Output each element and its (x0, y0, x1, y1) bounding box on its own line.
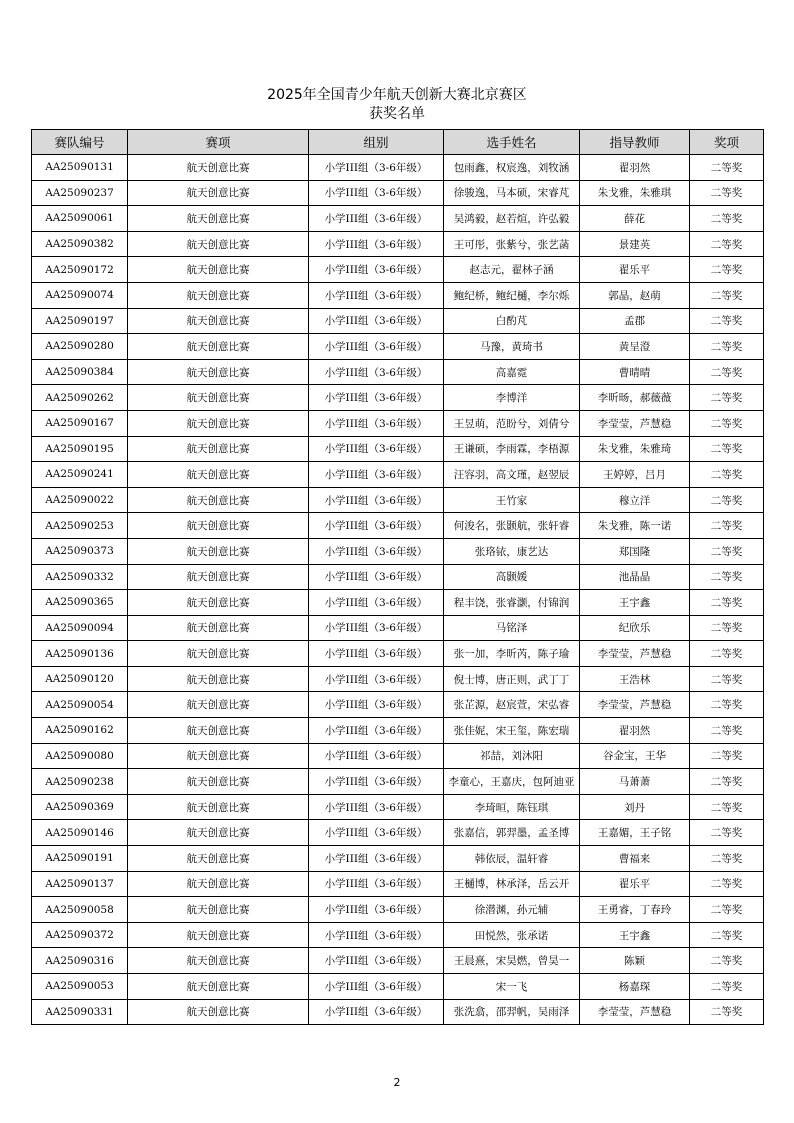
table-row (32, 359, 764, 385)
group-cell: 小学III组（3-6年级） (309, 206, 444, 232)
award-cell: 二等奖 (690, 974, 764, 1000)
event-cell: 航天创意比赛 (128, 436, 309, 462)
participants-cell: 马铭泽 (444, 615, 580, 641)
instructors-cell: 李莹莹，芦慧稳 (580, 692, 690, 718)
team-id-cell: AA25090061 (32, 206, 128, 232)
team-id-cell: AA25090332 (32, 564, 128, 590)
table-row (32, 666, 764, 692)
award-cell: 二等奖 (690, 538, 764, 564)
award-cell: 二等奖 (690, 999, 764, 1025)
group-cell: 小学III组（3-6年级） (309, 462, 444, 488)
award-cell: 二等奖 (690, 590, 764, 616)
event-cell: 航天创意比赛 (128, 974, 309, 1000)
award-cell: 二等奖 (690, 615, 764, 641)
group-cell: 小学III组（3-6年级） (309, 155, 444, 181)
instructors-cell: 陈颖 (580, 948, 690, 974)
participants-cell: 包雨鑫，权宸逸，刘牧涵 (444, 155, 580, 181)
instructors-cell: 池晶晶 (580, 564, 690, 590)
team-id-cell: AA25090316 (32, 948, 128, 974)
group-cell: 小学III组（3-6年级） (309, 564, 444, 590)
group-cell: 小学III组（3-6年级） (309, 922, 444, 948)
award-cell: 二等奖 (690, 948, 764, 974)
instructors-cell: 李昕旸，郝薇薇 (580, 385, 690, 411)
group-cell: 小学III组（3-6年级） (309, 231, 444, 257)
participants-cell: 张一加，李昕芮，陈子瑜 (444, 641, 580, 667)
award-cell: 二等奖 (690, 359, 764, 385)
participants-cell: 何浚名，张颢航，张轩睿 (444, 513, 580, 539)
team-id-cell: AA25090195 (32, 436, 128, 462)
group-cell: 小学III组（3-6年级） (309, 436, 444, 462)
instructors-cell: 纪欣乐 (580, 615, 690, 641)
header-event: 赛项 (128, 130, 309, 155)
instructors-cell: 马萧萧 (580, 769, 690, 795)
award-cell: 二等奖 (690, 334, 764, 360)
instructors-cell: 黄呈澄 (580, 334, 690, 360)
award-cell: 二等奖 (690, 820, 764, 846)
event-cell: 航天创意比赛 (128, 820, 309, 846)
group-cell: 小学III组（3-6年级） (309, 257, 444, 283)
award-cell: 二等奖 (690, 846, 764, 872)
table-row (32, 462, 764, 488)
team-id-cell: AA25090365 (32, 590, 128, 616)
instructors-cell: 郭晶，赵萌 (580, 282, 690, 308)
table-row (32, 769, 764, 795)
team-id-cell: AA25090372 (32, 922, 128, 948)
award-cell: 二等奖 (690, 487, 764, 513)
table-row (32, 820, 764, 846)
table-row (32, 846, 764, 872)
event-cell: 航天创意比赛 (128, 410, 309, 436)
participants-cell: 张芷源，赵宸萱，宋弘睿 (444, 692, 580, 718)
participants-cell: 王晨熹，宋昊燃，曾昊一 (444, 948, 580, 974)
header-team-id: 赛队编号 (32, 130, 128, 155)
participants-cell: 张洗翕，邵羿帆，吴雨泽 (444, 999, 580, 1025)
group-cell: 小学III组（3-6年级） (309, 334, 444, 360)
instructors-cell: 穆立洋 (580, 487, 690, 513)
event-cell: 航天创意比赛 (128, 282, 309, 308)
award-cell: 二等奖 (690, 641, 764, 667)
group-cell: 小学III组（3-6年级） (309, 666, 444, 692)
table-row (32, 308, 764, 334)
team-id-cell: AA25090162 (32, 718, 128, 744)
award-cell: 二等奖 (690, 692, 764, 718)
team-id-cell: AA25090022 (32, 487, 128, 513)
team-id-cell: AA25090120 (32, 666, 128, 692)
event-cell: 航天创意比赛 (128, 462, 309, 488)
event-cell: 航天创意比赛 (128, 538, 309, 564)
event-cell: 航天创意比赛 (128, 641, 309, 667)
table-row (32, 436, 764, 462)
instructors-cell: 李莹莹，芦慧稳 (580, 999, 690, 1025)
event-cell: 航天创意比赛 (128, 948, 309, 974)
team-id-cell: AA25090382 (32, 231, 128, 257)
team-id-cell: AA25090053 (32, 974, 128, 1000)
table-row (32, 743, 764, 769)
group-cell: 小学III组（3-6年级） (309, 948, 444, 974)
participants-cell: 李博洋 (444, 385, 580, 411)
team-id-cell: AA25090054 (32, 692, 128, 718)
event-cell: 航天创意比赛 (128, 155, 309, 181)
event-cell: 航天创意比赛 (128, 334, 309, 360)
participants-cell: 王谦硕，李雨霖，李梧源 (444, 436, 580, 462)
table-row (32, 155, 764, 181)
instructors-cell: 王勇睿，丁春玲 (580, 897, 690, 923)
table-row (32, 180, 764, 206)
team-id-cell: AA25090197 (32, 308, 128, 334)
table-row (32, 871, 764, 897)
participants-cell: 汪容羽，高文瑾，赵翌辰 (444, 462, 580, 488)
award-list-table (31, 129, 764, 1025)
group-cell: 小学III组（3-6年级） (309, 871, 444, 897)
table-row (32, 922, 764, 948)
group-cell: 小学III组（3-6年级） (309, 769, 444, 795)
participants-cell: 祁喆，刘沐阳 (444, 743, 580, 769)
award-cell: 二等奖 (690, 462, 764, 488)
group-cell: 小学III组（3-6年级） (309, 718, 444, 744)
group-cell: 小学III组（3-6年级） (309, 897, 444, 923)
team-id-cell: AA25090241 (32, 462, 128, 488)
event-cell: 航天创意比赛 (128, 513, 309, 539)
event-cell: 航天创意比赛 (128, 846, 309, 872)
event-cell: 航天创意比赛 (128, 206, 309, 232)
instructors-cell: 朱戈雅，朱雅琦 (580, 436, 690, 462)
event-cell: 航天创意比赛 (128, 615, 309, 641)
event-cell: 航天创意比赛 (128, 231, 309, 257)
document-subtitle: 获奖名单 (369, 106, 425, 122)
award-cell: 二等奖 (690, 257, 764, 283)
group-cell: 小学III组（3-6年级） (309, 410, 444, 436)
group-cell: 小学III组（3-6年级） (309, 999, 444, 1025)
participants-cell: 高颢媛 (444, 564, 580, 590)
participants-cell: 白酌芃 (444, 308, 580, 334)
instructors-cell: 翟乐平 (580, 871, 690, 897)
instructors-cell: 刘丹 (580, 794, 690, 820)
table-header-row (32, 130, 764, 155)
team-id-cell: AA25090238 (32, 769, 128, 795)
event-cell: 航天创意比赛 (128, 590, 309, 616)
team-id-cell: AA25090080 (32, 743, 128, 769)
participants-cell: 徐潜渊，孙元辅 (444, 897, 580, 923)
instructors-cell: 曹晴晴 (580, 359, 690, 385)
table-row (32, 513, 764, 539)
instructors-cell: 李莹莹，芦慧稳 (580, 641, 690, 667)
award-cell: 二等奖 (690, 206, 764, 232)
table-row (32, 487, 764, 513)
participants-cell: 吴鸿毅，赵若煊，许弘毅 (444, 206, 580, 232)
event-cell: 航天创意比赛 (128, 359, 309, 385)
table-row (32, 538, 764, 564)
table-row (32, 590, 764, 616)
award-cell: 二等奖 (690, 385, 764, 411)
group-cell: 小学III组（3-6年级） (309, 180, 444, 206)
award-cell: 二等奖 (690, 231, 764, 257)
participants-cell: 李琦晅，陈钰琪 (444, 794, 580, 820)
award-cell: 二等奖 (690, 282, 764, 308)
table-row (32, 718, 764, 744)
table-row (32, 692, 764, 718)
award-cell: 二等奖 (690, 794, 764, 820)
team-id-cell: AA25090146 (32, 820, 128, 846)
event-cell: 航天创意比赛 (128, 743, 309, 769)
instructors-cell: 王婷婷，吕月 (580, 462, 690, 488)
team-id-cell: AA25090137 (32, 871, 128, 897)
instructors-cell: 翟羽然 (580, 155, 690, 181)
participants-cell: 李童心，王嘉庆，包阿迪亚 (444, 769, 580, 795)
participants-cell: 张珞铱，康艺达 (444, 538, 580, 564)
award-cell: 二等奖 (690, 410, 764, 436)
team-id-cell: AA25090131 (32, 155, 128, 181)
award-cell: 二等奖 (690, 922, 764, 948)
participants-cell: 田悦然，张承诺 (444, 922, 580, 948)
group-cell: 小学III组（3-6年级） (309, 513, 444, 539)
team-id-cell: AA25090058 (32, 897, 128, 923)
event-cell: 航天创意比赛 (128, 564, 309, 590)
event-cell: 航天创意比赛 (128, 794, 309, 820)
group-cell: 小学III组（3-6年级） (309, 641, 444, 667)
event-cell: 航天创意比赛 (128, 999, 309, 1025)
instructors-cell: 谷金宝，王华 (580, 743, 690, 769)
award-cell: 二等奖 (690, 666, 764, 692)
participants-cell: 宋一飞 (444, 974, 580, 1000)
team-id-cell: AA25090262 (32, 385, 128, 411)
participants-cell: 王昱萌，范盼兮，刘倩兮 (444, 410, 580, 436)
instructors-cell: 景建英 (580, 231, 690, 257)
table-row (32, 282, 764, 308)
group-cell: 小学III组（3-6年级） (309, 692, 444, 718)
group-cell: 小学III组（3-6年级） (309, 743, 444, 769)
instructors-cell: 孟郡 (580, 308, 690, 334)
group-cell: 小学III组（3-6年级） (309, 385, 444, 411)
group-cell: 小学III组（3-6年级） (309, 282, 444, 308)
table-row (32, 615, 764, 641)
instructors-cell: 薛花 (580, 206, 690, 232)
event-cell: 航天创意比赛 (128, 257, 309, 283)
team-id-cell: AA25090191 (32, 846, 128, 872)
event-cell: 航天创意比赛 (128, 180, 309, 206)
group-cell: 小学III组（3-6年级） (309, 820, 444, 846)
group-cell: 小学III组（3-6年级） (309, 359, 444, 385)
team-id-cell: AA25090384 (32, 359, 128, 385)
award-cell: 二等奖 (690, 871, 764, 897)
participants-cell: 张佳妮，宋王玺，陈宏瑞 (444, 718, 580, 744)
team-id-cell: AA25090373 (32, 538, 128, 564)
table-row (32, 385, 764, 411)
instructors-cell: 翟乐平 (580, 257, 690, 283)
instructors-cell: 朱戈雅，朱雅琪 (580, 180, 690, 206)
team-id-cell: AA25090331 (32, 999, 128, 1025)
participants-cell: 王可彤，张紫兮，张艺菡 (444, 231, 580, 257)
table-row (32, 897, 764, 923)
instructors-cell: 杨嘉琛 (580, 974, 690, 1000)
table-row (32, 231, 764, 257)
award-cell: 二等奖 (690, 155, 764, 181)
header-instructors: 指导教师 (580, 130, 690, 155)
award-cell: 二等奖 (690, 718, 764, 744)
group-cell: 小学III组（3-6年级） (309, 590, 444, 616)
group-cell: 小学III组（3-6年级） (309, 846, 444, 872)
instructors-cell: 朱戈雅，陈一诺 (580, 513, 690, 539)
award-cell: 二等奖 (690, 564, 764, 590)
table-body (32, 155, 764, 1025)
page-number: 2 (393, 1076, 401, 1089)
participants-cell: 马豫，黄琦书 (444, 334, 580, 360)
award-cell: 二等奖 (690, 743, 764, 769)
event-cell: 航天创意比赛 (128, 666, 309, 692)
instructors-cell: 王浩林 (580, 666, 690, 692)
event-cell: 航天创意比赛 (128, 871, 309, 897)
participants-cell: 高嘉霓 (444, 359, 580, 385)
award-cell: 二等奖 (690, 897, 764, 923)
group-cell: 小学III组（3-6年级） (309, 487, 444, 513)
table-row (32, 641, 764, 667)
table-row (32, 999, 764, 1025)
team-id-cell: AA25090280 (32, 334, 128, 360)
table-row (32, 564, 764, 590)
participants-cell: 鲍纪桥，鲍纪樋，李尔烁 (444, 282, 580, 308)
event-cell: 航天创意比赛 (128, 922, 309, 948)
group-cell: 小学III组（3-6年级） (309, 538, 444, 564)
team-id-cell: AA25090136 (32, 641, 128, 667)
participants-cell: 王樋博，林承泽，岳云开 (444, 871, 580, 897)
instructors-cell: 王宇鑫 (580, 590, 690, 616)
document-title: 2025年全国青少年航天创新大赛北京赛区 (267, 87, 527, 103)
group-cell: 小学III组（3-6年级） (309, 794, 444, 820)
event-cell: 航天创意比赛 (128, 487, 309, 513)
instructors-cell: 王嘉媚，王子铭 (580, 820, 690, 846)
event-cell: 航天创意比赛 (128, 385, 309, 411)
award-cell: 二等奖 (690, 513, 764, 539)
participants-cell: 王竹家 (444, 487, 580, 513)
instructors-cell: 王宇鑫 (580, 922, 690, 948)
participants-cell: 赵志元，翟林子涵 (444, 257, 580, 283)
header-participants: 选手姓名 (444, 130, 580, 155)
team-id-cell: AA25090253 (32, 513, 128, 539)
award-cell: 二等奖 (690, 436, 764, 462)
team-id-cell: AA25090237 (32, 180, 128, 206)
award-cell: 二等奖 (690, 308, 764, 334)
event-cell: 航天创意比赛 (128, 308, 309, 334)
table-row (32, 794, 764, 820)
team-id-cell: AA25090172 (32, 257, 128, 283)
participants-cell: 倪士博，唐正则，武丁丁 (444, 666, 580, 692)
table-row (32, 334, 764, 360)
participants-cell: 韩依辰，温轩睿 (444, 846, 580, 872)
group-cell: 小学III组（3-6年级） (309, 615, 444, 641)
award-cell: 二等奖 (690, 180, 764, 206)
table-row (32, 206, 764, 232)
event-cell: 航天创意比赛 (128, 769, 309, 795)
instructors-cell: 曹福来 (580, 846, 690, 872)
event-cell: 航天创意比赛 (128, 692, 309, 718)
header-award: 奖项 (690, 130, 764, 155)
team-id-cell: AA25090167 (32, 410, 128, 436)
table-row (32, 948, 764, 974)
team-id-cell: AA25090094 (32, 615, 128, 641)
event-cell: 航天创意比赛 (128, 718, 309, 744)
header-group: 组别 (309, 130, 444, 155)
instructors-cell: 郑国隆 (580, 538, 690, 564)
event-cell: 航天创意比赛 (128, 897, 309, 923)
team-id-cell: AA25090369 (32, 794, 128, 820)
participants-cell: 张嘉信，郭羿墨，孟圣博 (444, 820, 580, 846)
instructors-cell: 李莹莹，芦慧稳 (580, 410, 690, 436)
table-row (32, 974, 764, 1000)
table-row (32, 410, 764, 436)
participants-cell: 程丰饶，张睿灏，付锦润 (444, 590, 580, 616)
group-cell: 小学III组（3-6年级） (309, 308, 444, 334)
award-cell: 二等奖 (690, 769, 764, 795)
table-row (32, 257, 764, 283)
group-cell: 小学III组（3-6年级） (309, 974, 444, 1000)
instructors-cell: 翟羽然 (580, 718, 690, 744)
team-id-cell: AA25090074 (32, 282, 128, 308)
participants-cell: 徐骏逸，马本硕，宋睿芃 (444, 180, 580, 206)
